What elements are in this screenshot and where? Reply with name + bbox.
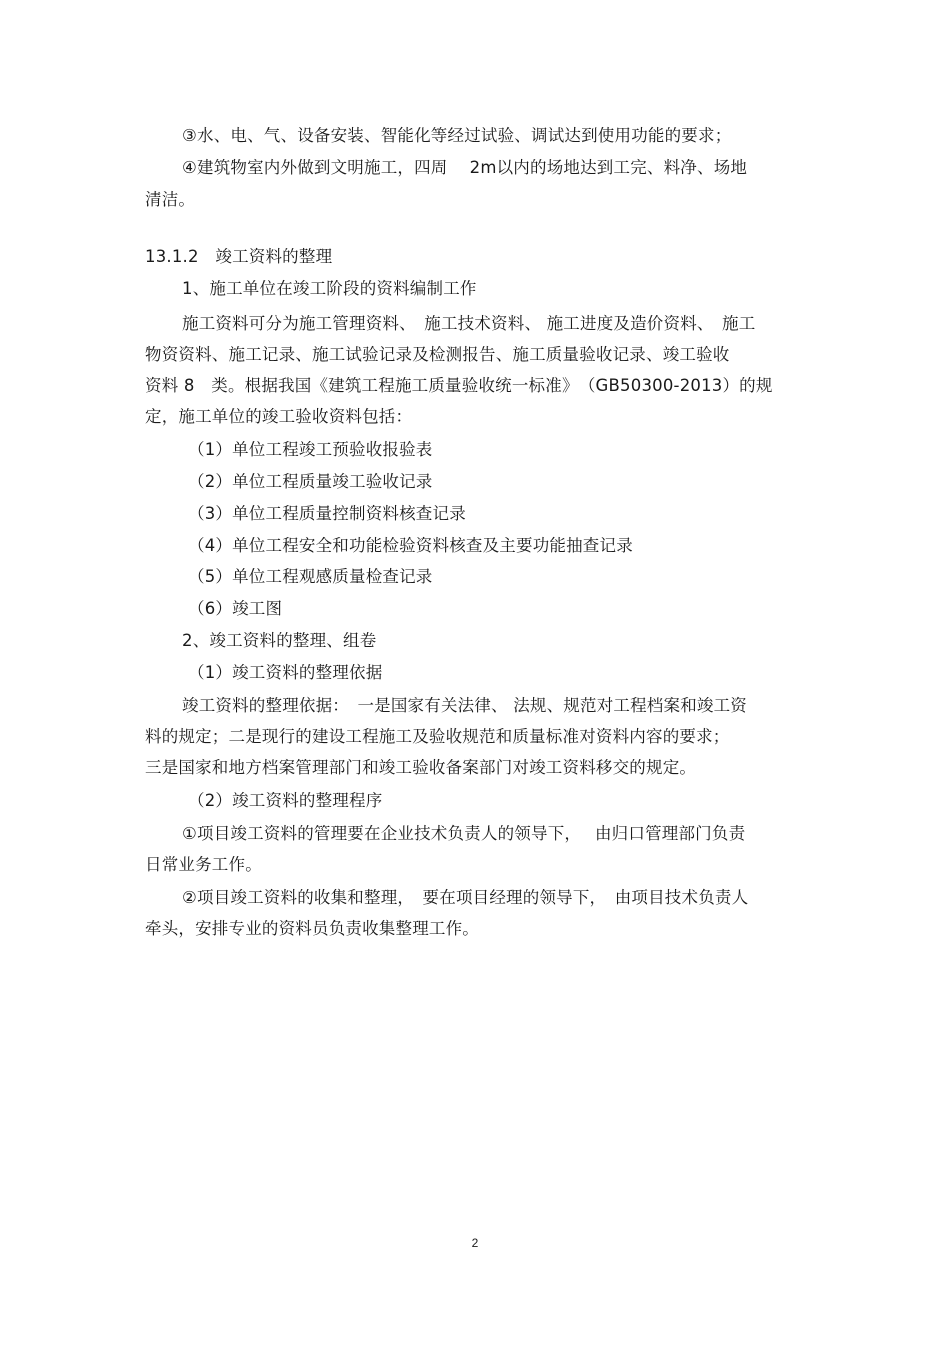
section-heading: 13.1.2 竣工资料的整理 [145, 247, 333, 266]
paragraph-line: 定，施工单位的竣工验收资料包括： [145, 407, 413, 426]
paragraph-line: ①项目竣工资料的管理要在企业技术负责人的领导下， 由归口管理部门负责 [182, 824, 746, 843]
sub-heading: （2）竣工资料的整理程序 [188, 791, 383, 810]
paragraph-line: 日常业务工作。 [145, 855, 262, 874]
page-number: 2 [471, 1236, 479, 1250]
list-item: （3）单位工程质量控制资料核查记录 [188, 504, 466, 523]
paragraph-line: 三是国家和地方档案管理部门和竣工验收备案部门对竣工资料移交的规定。 [145, 758, 697, 777]
paragraph-line: 施工资料可分为施工管理资料、 施工技术资料、 施工进度及造价资料、 施工 [182, 314, 756, 333]
list-item: （2）单位工程质量竣工验收记录 [188, 472, 433, 491]
paragraph-line: 清洁。 [145, 190, 196, 209]
list-item: （4）单位工程安全和功能检验资料核查及主要功能抽查记录 [188, 536, 633, 555]
subsection-heading: 1、施工单位在竣工阶段的资料编制工作 [182, 279, 477, 298]
list-item: （5）单位工程观感质量检查记录 [188, 567, 433, 586]
paragraph-line: ②项目竣工资料的收集和整理， 要在项目经理的领导下， 由项目技术负责人 [182, 888, 749, 907]
list-item: （1）单位工程竣工预验收报验表 [188, 440, 433, 459]
paragraph-line: ④建筑物室内外做到文明施工，四周 2m以内的场地达到工完、料净、场地 [182, 158, 748, 177]
sub-heading: （1）竣工资料的整理依据 [188, 663, 383, 682]
paragraph-line: 竣工资料的整理依据： 一是国家有关法律、 法规、规范对工程档案和竣工资 [182, 696, 747, 715]
paragraph-line: 物资资料、施工记录、施工试验记录及检测报告、施工质量验收记录、竣工验收 [145, 345, 730, 364]
paragraph-line: 牵头，安排专业的资料员负责收集整理工作。 [145, 919, 479, 938]
paragraph-line: 料的规定；二是现行的建设工程施工及验收规范和质量标准对资料内容的要求； [145, 727, 730, 746]
list-item: （6）竣工图 [188, 599, 283, 618]
paragraph-line: ③水、电、气、设备安装、智能化等经过试验、调试达到使用功能的要求； [182, 126, 732, 145]
subsection-heading: 2、竣工资料的整理、组卷 [182, 631, 377, 650]
paragraph-line: 资料 8 类。根据我国《建筑工程施工质量验收统一标准》 （GB50300-2013）的规 [145, 376, 773, 395]
